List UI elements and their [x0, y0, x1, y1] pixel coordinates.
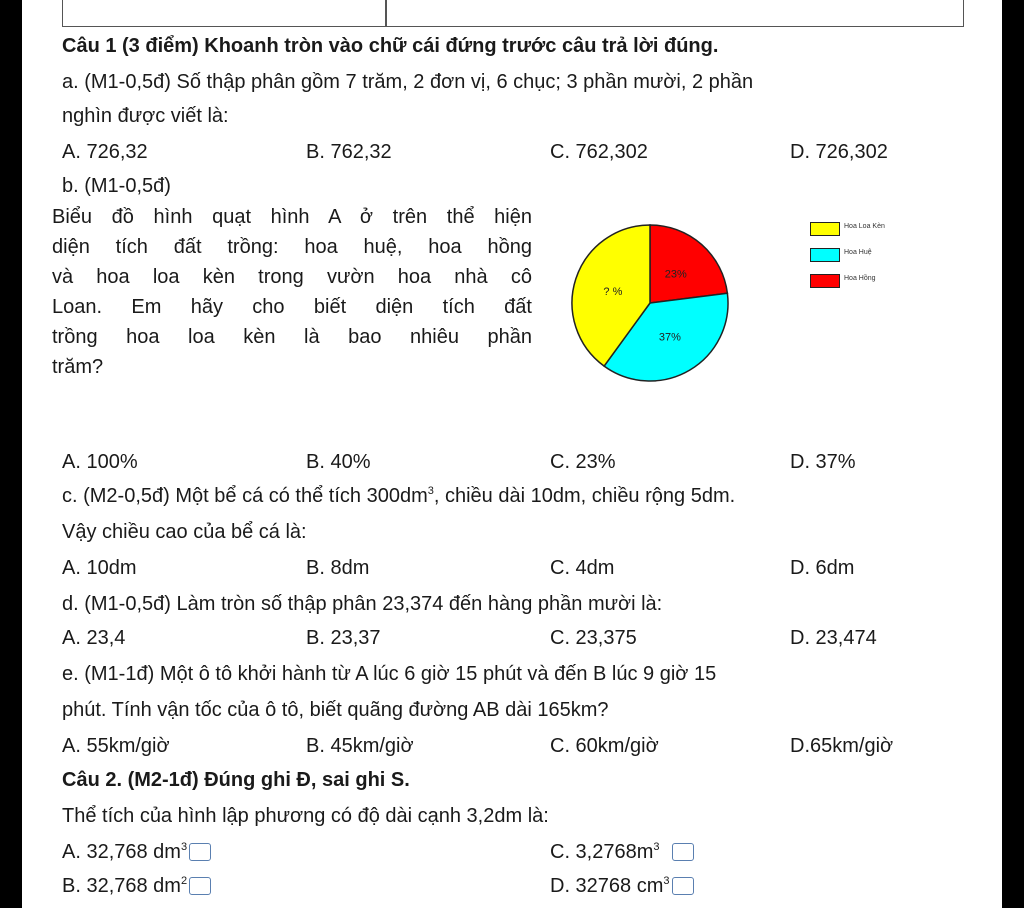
legend-swatch — [810, 248, 840, 262]
answer-checkbox-b[interactable] — [189, 877, 211, 895]
question-2-option-d — [550, 874, 694, 898]
legend-swatch — [810, 274, 840, 288]
question-1d-option-d[interactable]: D. 23,474 — [790, 627, 877, 649]
question-2-option-b-label: B. 32,768 dm — [62, 875, 181, 897]
question-1a-option-b[interactable]: B. 762,32 — [306, 141, 392, 163]
question-2-option-d-exponent: 3 — [663, 875, 670, 887]
question-1d-line1 — [62, 592, 662, 616]
question-1a-tag: a. (M1-0,5đ) — [62, 71, 171, 93]
question-1d-option-b[interactable]: B. 23,37 — [306, 627, 381, 649]
question-1c-option-a[interactable]: A. 10dm — [62, 557, 137, 579]
question-1e-line1 — [62, 662, 716, 686]
question-1b-line: diện tích đất trồng: hoa huệ, hoa hồng — [52, 236, 532, 258]
pie-data-label: 23% — [664, 268, 687, 281]
question-1d-text: Làm tròn số thập phân 23,374 đến hàng phần mười là: — [176, 593, 663, 615]
question-1c-line1 — [62, 484, 735, 508]
question-1c-text-after: , chiều dài 10dm, chiều rộng 5dm. — [433, 485, 736, 507]
question-1c-text-before: Một bể cá có thể tích 300dm — [175, 485, 428, 507]
question-2-option-a-exponent: 3 — [180, 841, 188, 853]
question-1c-option-b[interactable]: B. 8dm — [306, 557, 370, 579]
question-1a-option-d[interactable]: D. 726,302 — [790, 141, 888, 163]
question-2-option-b-exponent: 2 — [180, 875, 188, 887]
question-1b-line: trăm? — [52, 356, 104, 378]
question-1b-tag: b. (M1-0,5đ) — [62, 175, 171, 197]
answer-checkbox-a[interactable] — [189, 843, 211, 861]
table-divider — [385, 0, 387, 27]
question-1b-line: và hoa loa kèn trong vườn hoa nhà cô — [52, 266, 532, 288]
question-1c-text — [175, 485, 735, 507]
question-1b-line: Biểu đồ hình quạt hình A ở trên thể hiện — [52, 206, 532, 228]
question-1a-option-c[interactable]: C. 762,302 — [550, 141, 648, 163]
question-1b-option-b[interactable]: B. 40% — [306, 451, 371, 473]
legend-swatch — [810, 222, 840, 236]
question-2-option-c — [550, 840, 694, 864]
question-1b-paragraph — [52, 202, 532, 382]
question-1e-option-a[interactable]: A. 55km/giờ — [62, 735, 170, 757]
question-1e-text: Một ô tô khởi hành từ A lúc 6 giờ 15 phút và đến B lúc 9 giờ 15 — [159, 663, 717, 685]
answer-checkbox-c[interactable] — [672, 843, 694, 861]
question-1a-line1 — [62, 70, 753, 94]
question-1e-option-c[interactable]: C. 60km/giờ — [550, 735, 659, 757]
question-1c-line2: Vậy chiều cao của bể cá là: — [62, 521, 307, 543]
question-2-option-d-label: D. 32768 cm — [550, 875, 664, 897]
pie-slice — [650, 225, 727, 303]
pie-data-label: ? % — [603, 285, 623, 298]
question-1-title: Câu 1 (3 điểm) Khoanh tròn vào chữ cái đứng trước câu trả lời đúng. — [62, 35, 719, 57]
question-1a-option-a[interactable]: A. 726,32 — [62, 141, 148, 163]
question-1b-line: trồng hoa loa kèn là bao nhiêu phần — [52, 326, 532, 348]
question-2-option-c-label: C. 3,2768m — [550, 841, 654, 863]
header-table — [62, 0, 964, 27]
pie-chart-svg — [570, 218, 740, 388]
question-1c-option-c[interactable]: C. 4dm — [550, 557, 615, 579]
question-1e-option-d[interactable]: D.65km/giờ — [790, 735, 894, 757]
question-1a-line2: nghìn được viết là: — [62, 105, 229, 127]
question-2-text: Thể tích của hình lập phương có độ dài cạnh 3,2dm là: — [62, 805, 549, 827]
question-1e-tag: e. (M1-1đ) — [62, 663, 155, 685]
question-2-option-a-label: A. 32,768 dm — [62, 841, 181, 863]
question-1e-option-b[interactable]: B. 45km/giờ — [306, 735, 414, 757]
legend-label: Hoa Huệ — [844, 249, 872, 256]
question-1a-text: Số thập phân gồm 7 trăm, 2 đơn vị, 6 chục; 3 phần mười, 2 phần — [176, 71, 754, 93]
question-2-option-b — [62, 874, 211, 898]
question-1b-option-c[interactable]: C. 23% — [550, 451, 616, 473]
question-2-option-a — [62, 840, 211, 864]
question-1c-exponent: 3 — [427, 485, 434, 497]
question-2-title: Câu 2. (M2-1đ) Đúng ghi Đ, sai ghi S. — [62, 769, 410, 791]
question-1b-line: Loan. Em hãy cho biết diện tích đất — [52, 296, 532, 318]
pie-data-label: 37% — [658, 331, 681, 344]
pie-chart — [570, 218, 740, 393]
question-1d-option-c[interactable]: C. 23,375 — [550, 627, 637, 649]
question-2-option-c-exponent: 3 — [653, 841, 660, 853]
legend-label: Hoa Hồng — [844, 275, 876, 282]
question-1b-option-a[interactable]: A. 100% — [62, 451, 138, 473]
question-1e-line2: phút. Tính vận tốc của ô tô, biết quãng đường AB dài 165km? — [62, 699, 609, 721]
answer-checkbox-d[interactable] — [672, 877, 694, 895]
question-1c-option-d[interactable]: D. 6dm — [790, 557, 855, 579]
question-1b-option-d[interactable]: D. 37% — [790, 451, 856, 473]
question-1c-tag: c. (M2-0,5đ) — [62, 485, 170, 507]
question-1d-tag: d. (M1-0,5đ) — [62, 593, 171, 615]
question-1d-option-a[interactable]: A. 23,4 — [62, 627, 126, 649]
legend-label: Hoa Loa Kèn — [844, 223, 885, 230]
